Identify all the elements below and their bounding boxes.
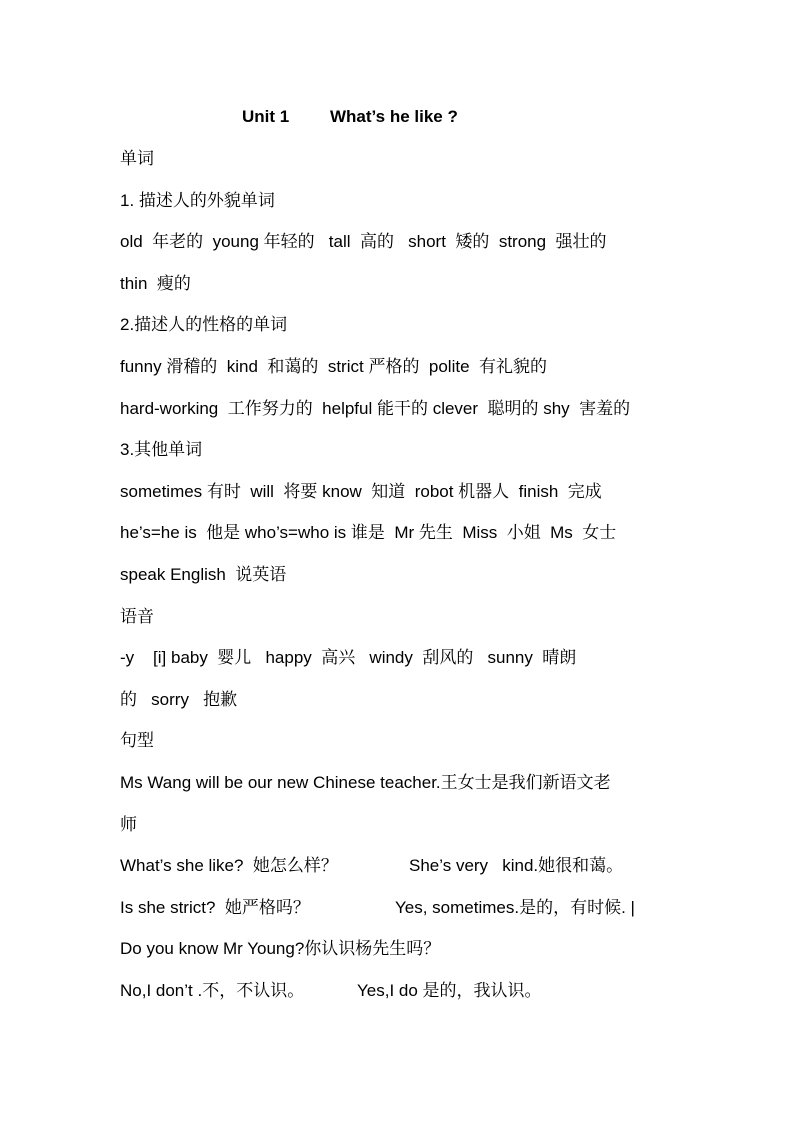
title-unit: Unit 1 bbox=[242, 107, 290, 126]
sentence-4: Do you know Mr Young?你认识杨先生吗？ bbox=[120, 939, 441, 958]
sentence-2-answer: She’s very kind.她很和蔼。 bbox=[409, 856, 624, 875]
personality-words-line-1: funny 滑稽的 kind 和蔼的 strict 严格的 polite 有礼貌的 bbox=[120, 357, 547, 376]
other-words-heading: 3.其他单词 bbox=[120, 440, 203, 459]
other-words-line-2: he’s=he is 他是 who’s=who is 谁是 Mr 先生 Miss 小姐 Ms 女士 bbox=[120, 523, 617, 542]
appearance-words-line-2: thin 瘦的 bbox=[120, 274, 191, 293]
phonics-line-2: 的 sorry 抱歉 bbox=[120, 690, 238, 709]
phonics-line-1: -y [i] baby 婴儿 happy 高兴 windy 刮风的 sunny 晴朗 bbox=[120, 648, 577, 667]
other-words-line-1: sometimes 有时 will 将要 know 知道 robot 机器人 finish 完成 bbox=[120, 482, 602, 501]
vocab-heading: 单词 bbox=[120, 149, 154, 168]
page-title: What’s he like ? bbox=[330, 107, 458, 126]
personality-words-line-2: hard-working 工作努力的 helpful 能干的 clever 聪明的 shy 害羞的 bbox=[120, 399, 631, 418]
phonics-heading: 语音 bbox=[120, 607, 154, 626]
sentence-5-negative: No,I don’t .不，不认识。 bbox=[120, 981, 305, 1000]
sentence-3-question: Is she strict? 她严格吗？ bbox=[120, 898, 310, 917]
sentence-2-question: What’s she like? 她怎么样？ bbox=[120, 856, 338, 875]
sentence-1-line-2: 师 bbox=[120, 815, 137, 834]
sentence-1-line-1: Ms Wang will be our new Chinese teacher.王女士是我们新语文老 bbox=[120, 773, 611, 792]
sentence-3-answer: Yes, sometimes.是的，有时候. | bbox=[395, 898, 635, 917]
other-words-line-3: speak English 说英语 bbox=[120, 565, 287, 584]
personality-heading: 2.描述人的性格的单词 bbox=[120, 315, 288, 334]
appearance-words-line-1: old 年老的 young 年轻的 tall 高的 short 矮的 strong 强壮的 bbox=[120, 232, 607, 251]
appearance-heading: 1. 描述人的外貌单词 bbox=[120, 191, 275, 210]
sentences-heading: 句型 bbox=[120, 731, 154, 750]
sentence-5-positive: Yes,I do 是的，我认识。 bbox=[357, 981, 542, 1000]
